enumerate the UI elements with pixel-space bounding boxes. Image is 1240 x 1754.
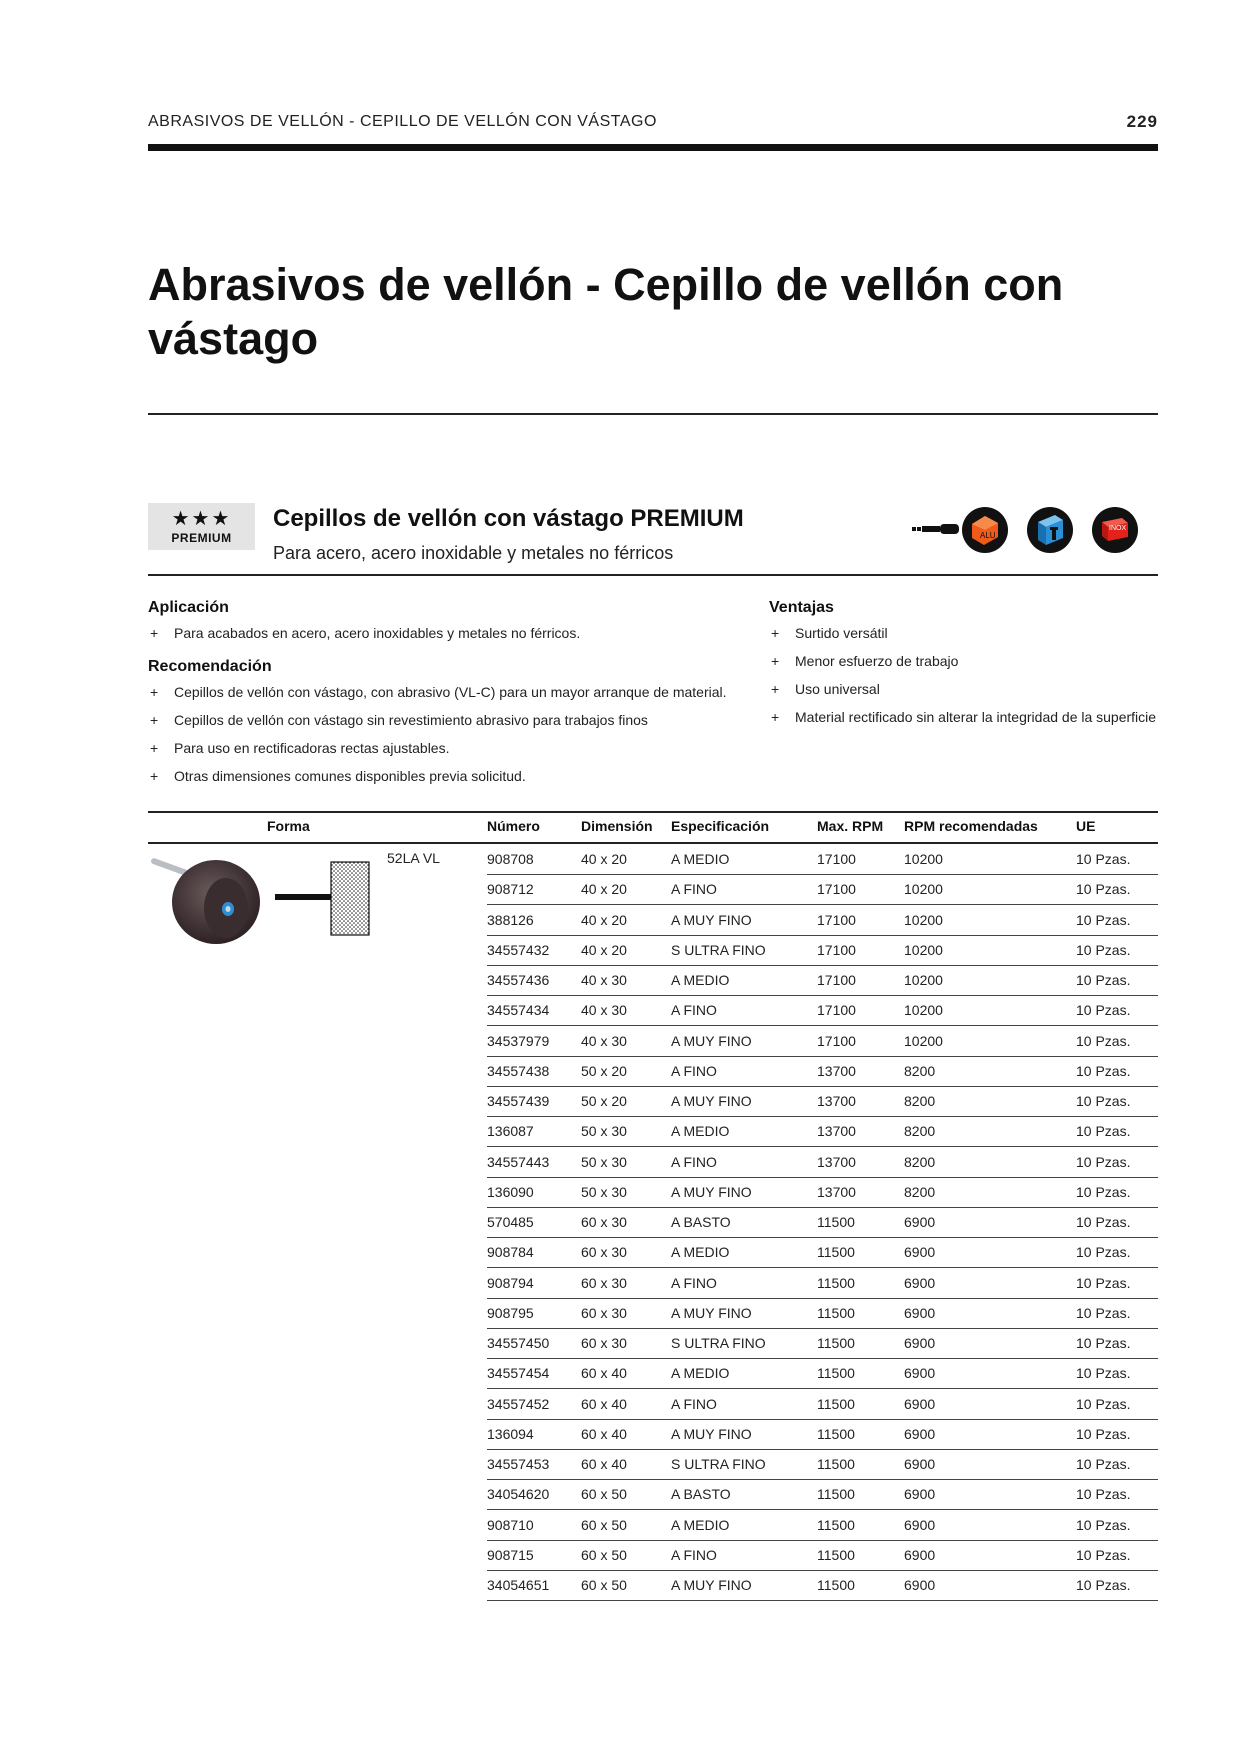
cell-numero: 908708 — [487, 851, 534, 867]
cell-dimension: 60 x 50 — [581, 1516, 627, 1533]
cell-max-rpm: 13700 — [817, 1123, 856, 1140]
cell-rpm-recomendadas: 8200 — [904, 1153, 936, 1170]
cell-especificacion: A BASTO — [671, 1214, 731, 1230]
cell-numero: 34557436 — [487, 972, 550, 988]
cell-ue: 10 Pzas. — [1076, 1183, 1131, 1200]
list-item: + Uso universal — [771, 681, 880, 697]
cell-numero: 908784 — [487, 1244, 534, 1261]
col-header-numero: Número — [487, 818, 540, 834]
cell-rpm-recomendadas: 10200 — [904, 851, 943, 867]
cell-max-rpm: 11500 — [817, 1304, 855, 1321]
cell-especificacion: A MEDIO — [671, 1123, 730, 1140]
cell-especificacion: A MUY FINO — [671, 911, 752, 928]
list-item: + Para acabados en acero, acero inoxidables y metales no férricos. — [150, 625, 581, 641]
cell-dimension: 40 x 20 — [581, 911, 627, 928]
table-row — [487, 965, 1158, 996]
cell-numero: 136090 — [487, 1183, 534, 1200]
cell-especificacion: A MUY FINO — [671, 1425, 752, 1442]
cell-max-rpm: 13700 — [817, 1093, 856, 1109]
cell-ue: 10 Pzas. — [1076, 851, 1131, 867]
cell-numero: 34054620 — [487, 1486, 550, 1503]
cell-especificacion: A FINO — [671, 881, 717, 898]
premium-label: PREMIUM — [171, 531, 232, 545]
cell-rpm-recomendadas: 6900 — [904, 1274, 936, 1291]
cell-especificacion: A FINO — [671, 1274, 717, 1291]
cell-max-rpm: 11500 — [817, 1425, 855, 1442]
table-row — [487, 1479, 1158, 1510]
cell-ue: 10 Pzas. — [1076, 1032, 1131, 1049]
cell-ue: 10 Pzas. — [1076, 1002, 1131, 1019]
cell-rpm-recomendadas: 6900 — [904, 1304, 936, 1321]
cell-especificacion: S ULTRA FINO — [671, 1335, 766, 1351]
table-row — [487, 1389, 1158, 1420]
table-row — [487, 1116, 1158, 1147]
cell-dimension: 60 x 40 — [581, 1365, 627, 1382]
cell-ue: 10 Pzas. — [1076, 1123, 1131, 1140]
cell-especificacion: A FINO — [671, 1395, 717, 1412]
product-subtitle: Para acero, acero inoxidable y metales no férricos — [273, 543, 674, 563]
cell-ue: 10 Pzas. — [1076, 1093, 1131, 1109]
table-row — [487, 1328, 1158, 1359]
table-row — [487, 995, 1158, 1026]
col-header-forma: Forma — [267, 818, 310, 834]
cell-numero: 908795 — [487, 1304, 534, 1321]
col-header-max-rpm: Max. RPM — [817, 818, 884, 834]
cell-rpm-recomendadas: 6900 — [904, 1486, 936, 1503]
cell-especificacion: S ULTRA FINO — [671, 941, 766, 958]
cell-max-rpm: 17100 — [817, 1002, 856, 1019]
cell-max-rpm: 11500 — [817, 1486, 855, 1503]
cell-max-rpm: 13700 — [817, 1153, 856, 1170]
cell-rpm-recomendadas: 10200 — [904, 1002, 943, 1019]
page-title: Abrasivos de vellón - Cepillo de vellón con vástago — [148, 259, 1064, 364]
cell-rpm-recomendadas: 6900 — [904, 1516, 936, 1533]
table-row — [487, 1268, 1158, 1299]
cell-rpm-recomendadas: 6900 — [904, 1456, 936, 1472]
col-header-especificacion: Especificación — [671, 818, 770, 834]
cell-rpm-recomendadas: 8200 — [904, 1183, 936, 1200]
cell-max-rpm: 17100 — [817, 972, 856, 988]
cell-ue: 10 Pzas. — [1076, 1516, 1131, 1533]
cell-especificacion: A FINO — [671, 1002, 717, 1019]
cell-dimension: 50 x 20 — [581, 1093, 627, 1109]
cell-dimension: 60 x 30 — [581, 1274, 627, 1291]
cell-ue: 10 Pzas. — [1076, 1274, 1131, 1291]
cell-ue: 10 Pzas. — [1076, 972, 1131, 988]
table-row — [487, 1449, 1158, 1480]
cell-ue: 10 Pzas. — [1076, 1456, 1131, 1472]
list-item: + Para uso en rectificadoras rectas ajustables. — [150, 740, 450, 756]
cell-max-rpm: 11500 — [817, 1546, 855, 1563]
cell-max-rpm: 17100 — [817, 851, 856, 867]
cell-numero: 34557453 — [487, 1456, 550, 1472]
cell-numero: 388126 — [487, 911, 534, 928]
table-row — [487, 874, 1158, 905]
cell-max-rpm: 11500 — [817, 1214, 855, 1230]
running-title: ABRASIVOS DE VELLÓN - CEPILLO DE VELLÓN CON VÁSTAGO — [148, 113, 657, 130]
cell-max-rpm: 17100 — [817, 911, 856, 928]
cell-especificacion: A MEDIO — [671, 1365, 730, 1382]
cell-numero: 34557434 — [487, 1002, 550, 1019]
page-number: 229 — [1126, 112, 1158, 131]
cell-dimension: 60 x 40 — [581, 1425, 627, 1442]
cell-dimension: 40 x 20 — [581, 851, 627, 867]
cell-max-rpm: 17100 — [817, 881, 856, 898]
list-item: + Cepillos de vellón con vástago sin revestimiento abrasivo para trabajos finos — [150, 712, 648, 728]
cell-rpm-recomendadas: 6900 — [904, 1335, 936, 1351]
ventajas-heading: Ventajas — [769, 599, 834, 616]
cell-max-rpm: 11500 — [817, 1395, 855, 1412]
cell-numero: 908710 — [487, 1516, 534, 1533]
cell-numero: 136094 — [487, 1425, 534, 1442]
cell-numero: 34557439 — [487, 1093, 550, 1109]
cell-ue: 10 Pzas. — [1076, 1395, 1131, 1412]
table-row — [487, 1510, 1158, 1541]
cell-especificacion: A FINO — [671, 1153, 717, 1170]
cell-dimension: 60 x 40 — [581, 1456, 627, 1472]
stars-icon: ★★★ — [171, 508, 232, 530]
alu-icon-label: ALU — [980, 531, 996, 540]
cell-ue: 10 Pzas. — [1076, 911, 1131, 928]
cell-dimension: 60 x 30 — [581, 1244, 627, 1261]
cell-numero: 34537979 — [487, 1032, 550, 1049]
col-header-rpm-recomendadas: RPM recomendadas — [904, 818, 1038, 834]
cell-max-rpm: 11500 — [817, 1244, 855, 1261]
cell-rpm-recomendadas: 10200 — [904, 911, 943, 928]
cell-ue: 10 Pzas. — [1076, 1577, 1131, 1593]
cell-max-rpm: 11500 — [817, 1516, 855, 1533]
cell-dimension: 60 x 50 — [581, 1546, 627, 1563]
table-row — [487, 935, 1158, 966]
cell-dimension: 60 x 30 — [581, 1304, 627, 1321]
cell-rpm-recomendadas: 6900 — [904, 1577, 936, 1593]
cell-rpm-recomendadas: 6900 — [904, 1214, 936, 1230]
list-item: + Surtido versátil — [771, 625, 888, 641]
cell-especificacion: A FINO — [671, 1062, 717, 1079]
table-row — [487, 1540, 1158, 1571]
aplicacion-heading: Aplicación — [148, 599, 229, 616]
cell-ue: 10 Pzas. — [1076, 1546, 1131, 1563]
cell-max-rpm: 17100 — [817, 941, 856, 958]
cell-especificacion: A MUY FINO — [671, 1032, 752, 1049]
cell-ue: 10 Pzas. — [1076, 1486, 1131, 1503]
cell-dimension: 40 x 20 — [581, 881, 627, 898]
list-item: + Menor esfuerzo de trabajo — [771, 653, 959, 669]
cell-max-rpm: 11500 — [817, 1456, 855, 1472]
list-item: + Material rectificado sin alterar la integridad de la superficie — [771, 709, 1157, 725]
table-row — [487, 1419, 1158, 1450]
cell-max-rpm: 17100 — [817, 1032, 856, 1049]
cell-max-rpm: 11500 — [817, 1365, 855, 1382]
cell-max-rpm: 13700 — [817, 1062, 856, 1079]
cell-max-rpm: 11500 — [817, 1274, 855, 1291]
cell-especificacion: A MEDIO — [671, 1516, 730, 1533]
table-row — [487, 1056, 1158, 1087]
cell-rpm-recomendadas: 6900 — [904, 1395, 936, 1412]
cell-dimension: 50 x 20 — [581, 1062, 627, 1079]
cell-dimension: 60 x 50 — [581, 1577, 627, 1593]
cell-dimension: 50 x 30 — [581, 1153, 627, 1170]
cell-especificacion: A MUY FINO — [671, 1304, 752, 1321]
cell-rpm-recomendadas: 6900 — [904, 1425, 936, 1442]
cell-especificacion: S ULTRA FINO — [671, 1456, 766, 1472]
cell-ue: 10 Pzas. — [1076, 1214, 1131, 1230]
cell-especificacion: A FINO — [671, 1546, 717, 1563]
cell-ue: 10 Pzas. — [1076, 1425, 1131, 1442]
cell-rpm-recomendadas: 10200 — [904, 881, 943, 898]
cell-ue: 10 Pzas. — [1076, 1365, 1131, 1382]
cell-numero: 136087 — [487, 1123, 534, 1140]
table-row — [487, 1207, 1158, 1238]
cell-rpm-recomendadas: 10200 — [904, 941, 943, 958]
cell-dimension: 60 x 30 — [581, 1335, 627, 1351]
cell-numero: 908715 — [487, 1546, 534, 1563]
inox-icon-label: INOX — [1109, 525, 1127, 532]
form-code: 52LA VL — [387, 850, 440, 866]
cell-numero: 570485 — [487, 1214, 534, 1230]
cell-ue: 10 Pzas. — [1076, 1304, 1131, 1321]
table-row — [487, 844, 1158, 875]
cell-dimension: 60 x 50 — [581, 1486, 627, 1503]
table-row — [487, 1086, 1158, 1117]
cell-dimension: 40 x 30 — [581, 1032, 627, 1049]
cell-ue: 10 Pzas. — [1076, 881, 1131, 898]
cell-dimension: 40 x 30 — [581, 972, 627, 988]
cell-dimension: 50 x 30 — [581, 1183, 627, 1200]
cell-ue: 10 Pzas. — [1076, 1244, 1131, 1261]
cell-rpm-recomendadas: 6900 — [904, 1365, 936, 1382]
cell-dimension: 40 x 30 — [581, 1002, 627, 1019]
cell-ue: 10 Pzas. — [1076, 941, 1131, 958]
col-header-ue: UE — [1076, 818, 1096, 834]
cell-numero: 34557432 — [487, 941, 550, 958]
cell-max-rpm: 13700 — [817, 1183, 856, 1200]
cell-especificacion: A BASTO — [671, 1486, 731, 1503]
cell-numero: 34557454 — [487, 1365, 550, 1382]
cell-numero: 34054651 — [487, 1577, 550, 1593]
table-row — [487, 1026, 1158, 1057]
table-row — [487, 1237, 1158, 1268]
table-row — [487, 905, 1158, 936]
cell-numero: 908794 — [487, 1274, 534, 1291]
list-item: + Otras dimensiones comunes disponibles previa solicitud. — [150, 768, 526, 784]
recomendacion-heading: Recomendación — [148, 658, 272, 675]
cell-dimension: 60 x 40 — [581, 1395, 627, 1412]
cell-numero: 34557438 — [487, 1062, 550, 1079]
cell-numero: 34557450 — [487, 1335, 550, 1351]
cell-rpm-recomendadas: 8200 — [904, 1123, 936, 1140]
cell-ue: 10 Pzas. — [1076, 1153, 1131, 1170]
col-header-dimension: Dimensión — [581, 818, 653, 834]
cell-ue: 10 Pzas. — [1076, 1062, 1131, 1079]
cell-rpm-recomendadas: 8200 — [904, 1093, 936, 1109]
table-row — [487, 1358, 1158, 1389]
cell-especificacion: A MEDIO — [671, 972, 730, 988]
product-title: Cepillos de vellón con vástago PREMIUM — [273, 505, 744, 532]
table-row — [487, 1570, 1158, 1601]
cell-especificacion: A MUY FINO — [671, 1093, 752, 1109]
cell-dimension: 40 x 20 — [581, 941, 627, 958]
cell-numero: 34557452 — [487, 1395, 550, 1412]
cell-max-rpm: 11500 — [817, 1335, 855, 1351]
table-row — [487, 1298, 1158, 1329]
cell-numero: 34557443 — [487, 1153, 550, 1170]
cell-rpm-recomendadas: 6900 — [904, 1244, 936, 1261]
cell-especificacion: A MEDIO — [671, 1244, 730, 1261]
list-item: + Cepillos de vellón con vástago, con abrasivo (VL-C) para un mayor arranque de material. — [150, 684, 727, 700]
cell-ue: 10 Pzas. — [1076, 1335, 1131, 1351]
cell-rpm-recomendadas: 10200 — [904, 972, 943, 988]
cell-especificacion: A MUY FINO — [671, 1577, 752, 1593]
cell-rpm-recomendadas: 6900 — [904, 1546, 936, 1563]
cell-dimension: 60 x 30 — [581, 1214, 627, 1230]
cell-numero: 908712 — [487, 881, 534, 898]
cell-dimension: 50 x 30 — [581, 1123, 627, 1140]
cell-especificacion: A MEDIO — [671, 851, 730, 867]
table-row — [487, 1147, 1158, 1178]
cell-max-rpm: 11500 — [817, 1577, 855, 1593]
cell-rpm-recomendadas: 10200 — [904, 1032, 943, 1049]
cell-especificacion: A MUY FINO — [671, 1183, 752, 1200]
cell-rpm-recomendadas: 8200 — [904, 1062, 936, 1079]
table-row — [487, 1177, 1158, 1208]
